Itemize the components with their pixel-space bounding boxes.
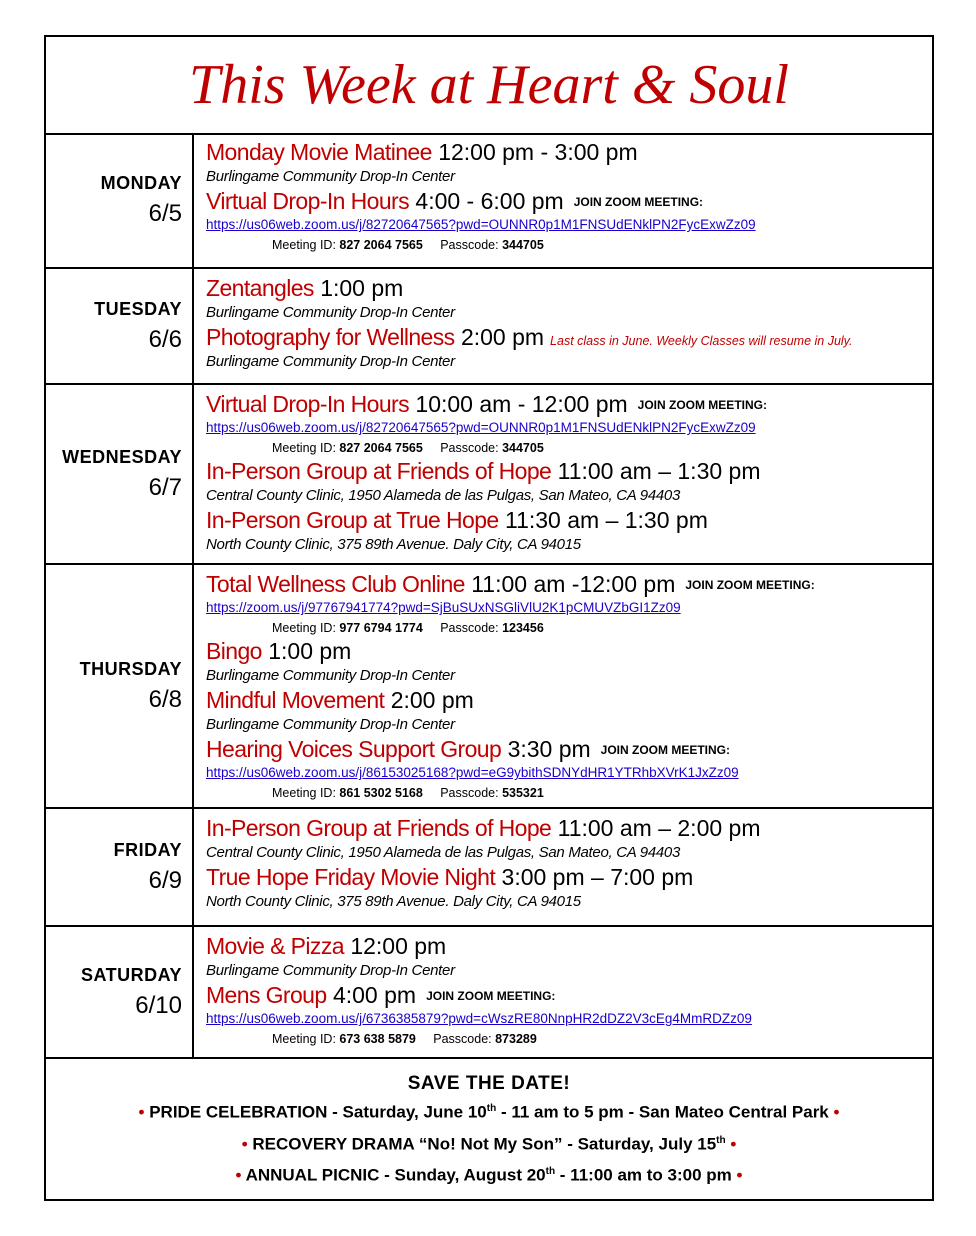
event-location: Burlingame Community Drop-In Center — [206, 304, 455, 321]
day-label — [46, 133, 194, 267]
event-name: Mens Group — [206, 982, 327, 1008]
passcode-label: Passcode: — [440, 441, 499, 455]
day-row-saturday — [46, 927, 932, 1059]
day-row-wednesday — [46, 385, 932, 565]
day-label — [46, 385, 194, 563]
save-the-date-title: SAVE THE DATE! — [407, 1073, 571, 1094]
event-time: 11:00 am -12:00 pm — [471, 571, 676, 597]
event-name: Mindful Movement — [206, 687, 385, 713]
zoom-label: JOIN ZOOM MEETING: — [637, 398, 767, 413]
event-heading — [206, 864, 926, 891]
event-heading — [206, 736, 926, 763]
event-location: Central County Clinic, 1950 Alameda de las Pulgas, San Mateo, CA 94403 — [206, 844, 681, 861]
event-name: Total Wellness Club Online — [206, 571, 465, 597]
event-name: Bingo — [206, 638, 262, 664]
event-time: 3:00 pm – 7:00 pm — [501, 864, 694, 890]
event-heading — [206, 275, 926, 302]
event-location: Burlingame Community Drop-In Center — [206, 716, 455, 733]
day-date: 6/6 — [148, 325, 182, 353]
meeting-id: 861 5302 5168 — [339, 786, 423, 800]
meeting-id: 673 638 5879 — [339, 1032, 416, 1046]
event-name: Hearing Voices Support Group — [206, 736, 502, 762]
event-heading — [206, 687, 926, 714]
event-time: 1:00 pm — [268, 638, 352, 664]
event-location: Burlingame Community Drop-In Center — [206, 667, 455, 684]
day-label — [46, 927, 194, 1057]
day-date: 6/5 — [148, 199, 182, 227]
event-time: 12:00 pm - 3:00 pm — [438, 139, 638, 165]
meeting-id-label: Meeting ID: — [272, 441, 336, 455]
event-name: Virtual Drop-In Hours — [206, 391, 410, 417]
zoom-label: JOIN ZOOM MEETING: — [573, 195, 704, 210]
bullet-icon: • — [241, 1134, 248, 1154]
meeting-details — [206, 438, 926, 458]
bullet-icon: • — [138, 1102, 145, 1122]
meeting-details — [206, 235, 926, 255]
event-name: In-Person Group at True Hope — [206, 507, 499, 533]
day-label — [46, 565, 194, 807]
day-label — [46, 809, 194, 925]
event-location: Central County Clinic, 1950 Alameda de las Pulgas, San Mateo, CA 94403 — [206, 487, 681, 504]
event-name: Virtual Drop-In Hours — [206, 188, 410, 214]
meeting-details — [206, 783, 926, 803]
event-time: 4:00 pm — [332, 982, 417, 1008]
passcode-label: Passcode: — [440, 621, 499, 635]
day-name: MONDAY — [100, 172, 182, 193]
meeting-id: 827 2064 7565 — [339, 238, 423, 252]
bullet-icon: • — [833, 1102, 840, 1122]
event-name: Photography for Wellness — [206, 324, 455, 350]
event-location: North County Clinic, 375 89th Avenue. Daly City, CA 94015 — [206, 536, 581, 553]
zoom-link[interactable]: https://us06web.zoom.us/j/6736385879?pwd=cWszRE80NnpHR2dDZ2V3cEg4MmRDZz09 — [206, 1011, 752, 1026]
event-time: 2:00 pm — [460, 324, 545, 350]
meeting-details — [206, 618, 926, 638]
day-row-tuesday — [46, 269, 932, 385]
event-heading — [206, 324, 926, 351]
bullet-icon: • — [736, 1165, 743, 1185]
event-location: Burlingame Community Drop-In Center — [206, 962, 455, 979]
page-title: This Week at Heart & Soul — [189, 54, 789, 116]
event-heading — [206, 638, 926, 665]
passcode-label: Passcode: — [433, 1032, 492, 1046]
event-name: True Hope Friday Movie Night — [206, 864, 496, 890]
day-date: 6/9 — [148, 866, 182, 894]
zoom-link[interactable]: https://us06web.zoom.us/j/82720647565?pwd=OUNNR0p1M1FNSUdENklPN2FycExwZz09 — [206, 217, 756, 232]
save-item-picnic: • ANNUAL PICNIC - Sunday, August 20th - 11:00 am to 3:00 pm • — [235, 1165, 743, 1185]
event-time: 11:30 am – 1:30 pm — [504, 507, 708, 533]
save-item-pride: • PRIDE CELEBRATION - Saturday, June 10th - 11 am to 5 pm - San Mateo Central Park • — [138, 1102, 840, 1122]
event-location: Burlingame Community Drop-In Center — [206, 353, 455, 370]
bullet-icon: • — [730, 1134, 737, 1154]
event-name: In-Person Group at Friends of Hope — [206, 458, 552, 484]
event-time: 11:00 am – 1:30 pm — [557, 458, 761, 484]
event-heading — [206, 815, 926, 842]
event-location: Burlingame Community Drop-In Center — [206, 168, 455, 185]
save-the-date-section — [46, 1059, 932, 1190]
event-name: Zentangles — [206, 275, 314, 301]
day-name: TUESDAY — [94, 298, 182, 319]
meeting-id-label: Meeting ID: — [272, 621, 336, 635]
event-time: 1:00 pm — [320, 275, 404, 301]
day-row-thursday — [46, 565, 932, 809]
day-row-monday — [46, 133, 932, 269]
meeting-id: 977 6794 1774 — [339, 621, 423, 635]
passcode: 873289 — [495, 1032, 537, 1046]
day-row-friday — [46, 809, 932, 927]
title-row — [46, 37, 932, 135]
event-time: 10:00 am - 12:00 pm — [415, 391, 628, 417]
event-time: 4:00 - 6:00 pm — [415, 188, 564, 214]
event-heading — [206, 933, 926, 960]
event-name: Movie & Pizza — [206, 933, 344, 959]
event-heading — [206, 188, 926, 215]
event-location: North County Clinic, 375 89th Avenue. Daly City, CA 94015 — [206, 893, 581, 910]
event-heading — [206, 982, 926, 1009]
event-list — [206, 391, 926, 556]
zoom-link[interactable]: https://us06web.zoom.us/j/82720647565?pwd=OUNNR0p1M1FNSUdENklPN2FycExwZz09 — [206, 420, 756, 435]
meeting-id-label: Meeting ID: — [272, 786, 336, 800]
day-date: 6/7 — [148, 473, 182, 501]
meeting-id-label: Meeting ID: — [272, 1032, 336, 1046]
passcode-label: Passcode: — [440, 786, 499, 800]
passcode: 535321 — [502, 786, 544, 800]
day-date: 6/10 — [135, 991, 182, 1019]
day-label — [46, 269, 194, 383]
event-name: In-Person Group at Friends of Hope — [206, 815, 552, 841]
event-list — [206, 571, 926, 803]
zoom-link[interactable]: https://us06web.zoom.us/j/86153025168?pwd=eG9ybithSDNYdHR1YTRhbXVrK1JxZz09 — [206, 765, 739, 780]
event-heading — [206, 391, 926, 418]
day-name: SATURDAY — [80, 964, 182, 985]
event-name: Monday Movie Matinee — [206, 139, 432, 165]
zoom-label: JOIN ZOOM MEETING: — [426, 989, 556, 1004]
passcode: 344705 — [502, 238, 544, 252]
event-heading — [206, 458, 926, 485]
meeting-details — [206, 1029, 926, 1049]
bullet-icon: • — [235, 1165, 242, 1185]
day-name: WEDNESDAY — [62, 446, 182, 467]
event-time: 12:00 pm — [350, 933, 447, 959]
event-list — [206, 933, 926, 1049]
day-name: THURSDAY — [79, 658, 182, 679]
passcode-label: Passcode: — [440, 238, 499, 252]
event-time: 3:30 pm — [507, 736, 591, 762]
zoom-label: JOIN ZOOM MEETING: — [600, 743, 731, 758]
event-list — [206, 139, 926, 255]
zoom-label: JOIN ZOOM MEETING: — [685, 578, 815, 593]
passcode: 123456 — [502, 621, 544, 635]
event-heading — [206, 139, 926, 166]
schedule-frame — [44, 35, 934, 1201]
meeting-id: 827 2064 7565 — [339, 441, 423, 455]
day-date: 6/8 — [148, 685, 182, 713]
event-heading — [206, 507, 926, 534]
event-time: 11:00 am – 2:00 pm — [557, 815, 761, 841]
passcode: 344705 — [502, 441, 544, 455]
meeting-id-label: Meeting ID: — [272, 238, 336, 252]
save-item-drama: • RECOVERY DRAMA “No! Not My Son” - Saturday, July 15th • — [241, 1134, 737, 1154]
zoom-link[interactable]: https://zoom.us/j/97767941774?pwd=SjBuSUxNSGliVlU2K1pCMUVZbGI1Zz09 — [206, 600, 681, 615]
event-note: Last class in June. Weekly Classes will resume in July. — [550, 334, 853, 348]
event-list — [206, 815, 926, 913]
event-heading — [206, 571, 926, 598]
event-time: 2:00 pm — [390, 687, 474, 713]
day-name: FRIDAY — [113, 839, 182, 860]
event-list — [206, 275, 926, 373]
